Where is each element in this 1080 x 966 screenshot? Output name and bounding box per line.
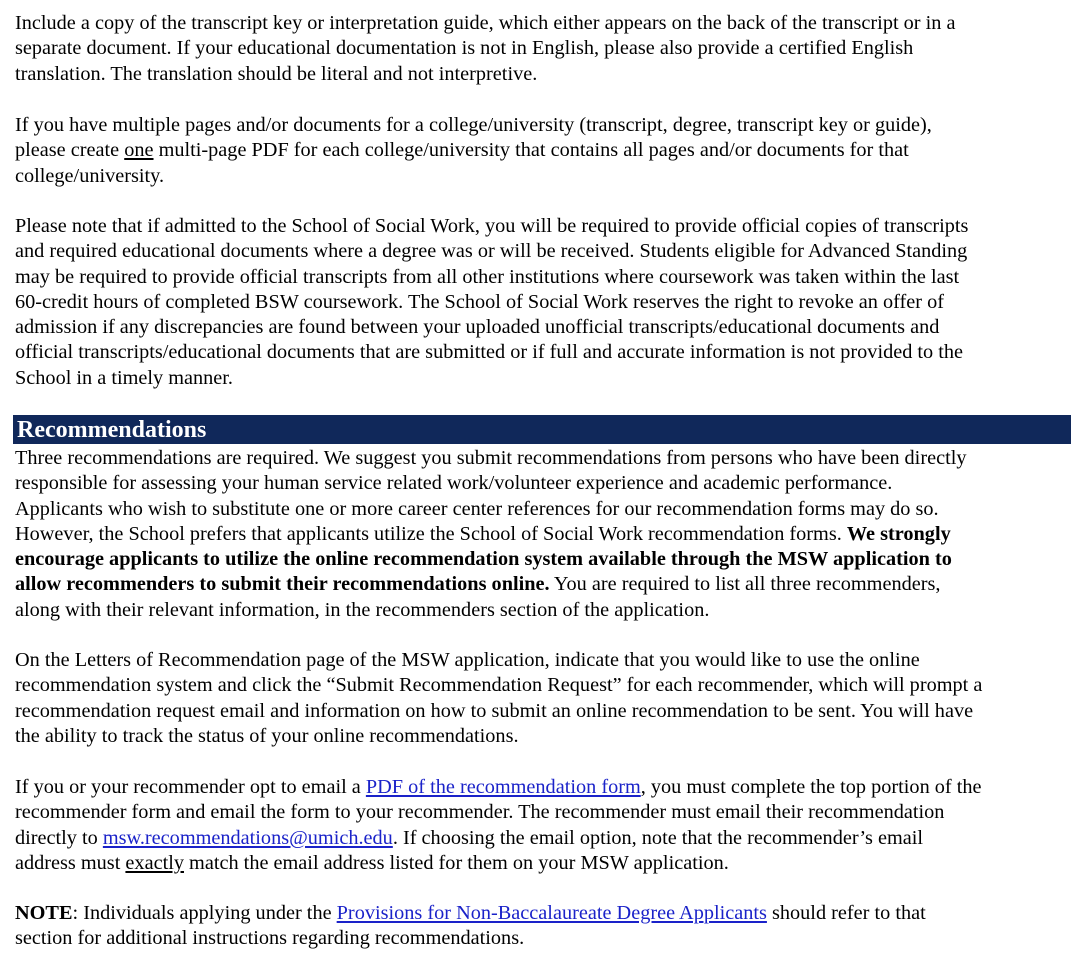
- text-line: may be required to provide official transcripts from all other institutions where coursework was taken within the last: [15, 265, 960, 288]
- text-segment: However, the School prefers that applicants utilize the School of Social Work recommendation forms.: [15, 522, 847, 545]
- multi-page-pdf-paragraph: [15, 113, 1075, 189]
- text-line: recommendation request email and information on how to submit an online recommendation to be sent. You will have: [15, 699, 974, 722]
- text-segment: If you or your recommender opt to email a: [15, 776, 366, 798]
- official-transcripts-paragraph: [15, 214, 1075, 391]
- text-line: If you have multiple pages and/or documents for a college/university (transcript, degree, transcript key or guide),: [15, 114, 932, 136]
- text-line: separate document. If your educational documentation is not in English, please also provide a certified English: [15, 37, 914, 60]
- text-segment: address must: [15, 851, 126, 874]
- text-line: [15, 547, 1075, 572]
- text-line: official transcripts/educational documents that are submitted or if full and accurate information is not provided to the: [15, 341, 964, 364]
- email-option-paragraph: [15, 775, 1075, 876]
- text-segment: You are required to list all three recommenders,: [549, 573, 941, 596]
- note-paragraph: [15, 901, 1075, 952]
- underlined-one: one: [124, 139, 154, 162]
- note-label: NOTE: [15, 902, 73, 924]
- text-line: section for additional instructions regarding recommendations.: [15, 927, 525, 950]
- recommendations-heading: Recommendations: [17, 417, 207, 443]
- text-segment: . If choosing the email option, note that the recommender’s email: [392, 826, 923, 849]
- text-line: [15, 851, 1075, 876]
- text-line: Three recommendations are required. We suggest you submit recommendations from persons who have been directly: [15, 447, 967, 469]
- text-line: [15, 901, 1075, 926]
- text-segment: directly to: [15, 826, 103, 849]
- text-segment: please create: [15, 139, 125, 162]
- text-line: admission if any discrepancies are found between your uploaded unofficial transcripts/educational documents and: [15, 316, 940, 339]
- text-line: the ability to track the status of your online recommendations.: [15, 724, 519, 747]
- text-segment: multi-page PDF for each college/university that contains all pages and/or documents for that: [153, 139, 909, 162]
- underlined-exactly: exactly: [125, 851, 184, 874]
- bold-text: allow recommenders to submit their recommendations online.: [15, 573, 550, 596]
- text-line: [15, 572, 1075, 597]
- text-line: [15, 826, 1075, 851]
- text-line: translation. The translation should be literal and not interpretive.: [15, 62, 538, 85]
- text-line: Include a copy of the transcript key or interpretation guide, which either appears on the back of the transcript or in a: [15, 12, 956, 34]
- text-segment: : Individuals applying under the: [72, 902, 337, 924]
- text-line: Applicants who wish to substitute one or more career center references for our recommendation forms may do so.: [15, 497, 939, 520]
- text-segment: should refer to that: [766, 902, 926, 924]
- recommendations-heading-bar: [13, 415, 1071, 444]
- text-line: 60-credit hours of completed BSW coursework. The School of Social Work reserves the right to revoke an offer of: [15, 290, 944, 313]
- text-line: Please note that if admitted to the School of Social Work, you will be required to provide official copies of transcripts: [15, 215, 969, 237]
- text-line: School in a timely manner.: [15, 366, 233, 389]
- text-segment: , you must complete the top portion of the: [640, 776, 982, 798]
- online-recommendation-paragraph: [15, 648, 1075, 749]
- recommendation-form-pdf-link[interactable]: PDF of the recommendation form: [365, 776, 641, 798]
- bold-text: encourage applicants to utilize the online recommendation system available through the MSW application to: [15, 548, 952, 571]
- text-line: [15, 522, 1075, 547]
- text-line: [15, 138, 1075, 163]
- transcript-key-paragraph: [15, 11, 1075, 87]
- text-line: college/university.: [15, 164, 165, 187]
- text-line: recommendation system and click the “Submit Recommendation Request” for each recommender, which will prompt a: [15, 674, 983, 697]
- recommendations-intro-paragraph: [15, 446, 1075, 623]
- text-line: [15, 775, 1075, 800]
- text-line: responsible for assessing your human service related work/volunteer experience and academic performance.: [15, 472, 893, 495]
- non-baccalaureate-provisions-link[interactable]: Provisions for Non-Baccalaureate Degree Applicants: [336, 902, 767, 924]
- text-line: along with their relevant information, in the recommenders section of the application.: [15, 598, 710, 621]
- text-segment: match the email address listed for them on your MSW application.: [183, 851, 729, 874]
- text-line: recommender form and email the form to your recommender. The recommender must email their recommendation: [15, 801, 945, 824]
- text-line: On the Letters of Recommendation page of the MSW application, indicate that you would like to use the online: [15, 649, 920, 671]
- text-line: and required educational documents where a degree was or will be received. Students eligible for Advanced Standing: [15, 240, 968, 263]
- recommendations-email-link[interactable]: msw.recommendations@umich.edu: [102, 826, 393, 849]
- bold-text: We strongly: [846, 522, 951, 545]
